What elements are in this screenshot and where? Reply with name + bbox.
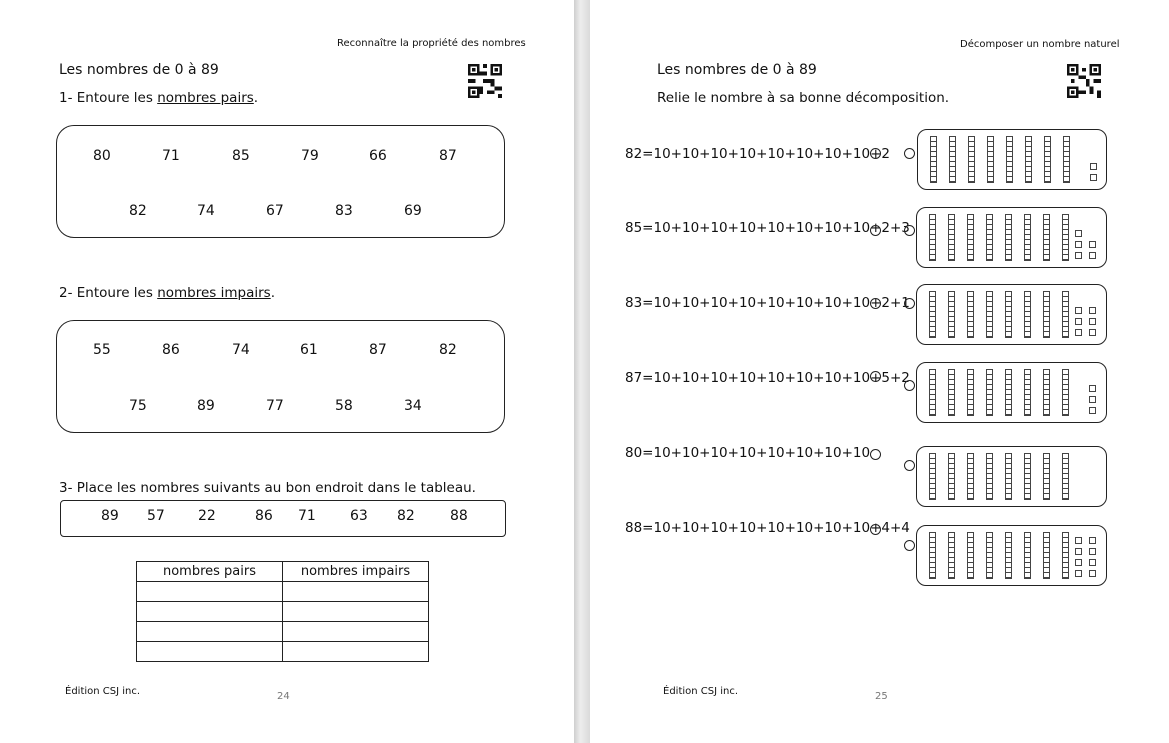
ten-rod — [1005, 453, 1012, 500]
q1-instruction: 1- Entoure les nombres pairs. — [59, 90, 259, 106]
base-ten-block-card[interactable] — [916, 525, 1107, 586]
table-header-even: nombres pairs — [137, 562, 283, 582]
ten-rod — [1062, 532, 1069, 579]
q2-number[interactable]: 89 — [197, 398, 215, 414]
ten-rod — [1006, 136, 1013, 183]
q2-number[interactable]: 87 — [369, 342, 387, 358]
equation: 82=10+10+10+10+10+10+10+10+2 — [625, 146, 890, 162]
one-cube — [1075, 537, 1082, 544]
connect-dot-right[interactable] — [904, 540, 915, 551]
q1-number[interactable]: 66 — [369, 148, 387, 164]
left-page — [0, 0, 574, 743]
ten-rod — [930, 136, 937, 183]
ten-rod — [986, 369, 993, 416]
q2-number[interactable]: 55 — [93, 342, 111, 358]
strip-number[interactable]: 82 — [397, 508, 415, 524]
connect-dot-left[interactable] — [870, 225, 881, 236]
left-page-number: 24 — [277, 691, 290, 702]
ten-rod — [1044, 136, 1051, 183]
right-page — [590, 0, 1169, 743]
ten-rod — [1043, 453, 1050, 500]
table-cell[interactable] — [283, 642, 429, 662]
q3-instruction: 3- Place les nombres suivants au bon endroit dans le tableau. — [59, 480, 476, 496]
equation: 80=10+10+10+10+10+10+10+10 — [625, 445, 871, 461]
connect-dot-right[interactable] — [904, 225, 915, 236]
ten-rod — [1024, 453, 1031, 500]
q1-number[interactable]: 79 — [301, 148, 319, 164]
strip-number[interactable]: 86 — [255, 508, 273, 524]
one-cube — [1089, 570, 1096, 577]
connect-dot-left[interactable] — [870, 449, 881, 460]
q2-number[interactable]: 75 — [129, 398, 147, 414]
number-strip — [60, 500, 506, 537]
strip-number[interactable]: 57 — [147, 508, 165, 524]
q1-number[interactable]: 67 — [266, 203, 284, 219]
q2-instruction: 2- Entoure les nombres impairs. — [59, 285, 275, 301]
page-gutter — [574, 0, 590, 743]
one-cube — [1090, 174, 1097, 181]
one-cube — [1089, 318, 1096, 325]
qr-code-icon — [1067, 64, 1101, 98]
ten-rod — [967, 214, 974, 261]
ten-rod — [986, 453, 993, 500]
ten-rod — [1043, 291, 1050, 338]
one-cube — [1075, 230, 1082, 237]
ten-rod — [1062, 214, 1069, 261]
connect-dot-right[interactable] — [904, 460, 915, 471]
one-cube — [1089, 241, 1096, 248]
one-cube — [1089, 548, 1096, 555]
one-cube — [1089, 407, 1096, 414]
ten-rod — [1024, 532, 1031, 579]
base-ten-block-card[interactable] — [916, 284, 1107, 345]
one-cube — [1090, 163, 1097, 170]
table-cell[interactable] — [137, 642, 283, 662]
ten-rod — [986, 214, 993, 261]
left-header: Reconnaître la propriété des nombres — [337, 38, 526, 49]
table-cell[interactable] — [283, 582, 429, 602]
table-cell[interactable] — [283, 622, 429, 642]
qr-code-icon — [468, 64, 502, 98]
q2-number[interactable]: 86 — [162, 342, 180, 358]
q2-number[interactable]: 34 — [404, 398, 422, 414]
ten-rod — [1043, 369, 1050, 416]
one-cube — [1089, 252, 1096, 259]
q1-number[interactable]: 83 — [335, 203, 353, 219]
q1-number[interactable]: 82 — [129, 203, 147, 219]
ten-rod — [948, 369, 955, 416]
connect-dot-right[interactable] — [904, 298, 915, 309]
right-page-number: 25 — [875, 691, 888, 702]
q1-number[interactable]: 85 — [232, 148, 250, 164]
ten-rod — [929, 532, 936, 579]
ten-rod — [929, 291, 936, 338]
right-instruction: Relie le nombre à sa bonne décomposition. — [657, 90, 950, 106]
strip-number[interactable]: 88 — [450, 508, 468, 524]
ten-rod — [929, 214, 936, 261]
table-cell[interactable] — [283, 602, 429, 622]
connect-dot-right[interactable] — [904, 148, 915, 159]
right-header: Décomposer un nombre naturel — [960, 39, 1120, 50]
right-title: Les nombres de 0 à 89 — [657, 62, 817, 78]
one-cube — [1089, 396, 1096, 403]
q1-number[interactable]: 80 — [93, 148, 111, 164]
ten-rod — [1024, 214, 1031, 261]
ten-rod — [1043, 532, 1050, 579]
ten-rod — [1062, 291, 1069, 338]
ten-rod — [967, 532, 974, 579]
ten-rod — [1062, 453, 1069, 500]
left-footer: Édition CSJ inc. — [65, 686, 141, 697]
one-cube — [1075, 252, 1082, 259]
ten-rod — [967, 291, 974, 338]
q2-number[interactable]: 77 — [266, 398, 284, 414]
ten-rod — [1005, 291, 1012, 338]
q1-number[interactable]: 87 — [439, 148, 457, 164]
base-ten-block-card[interactable] — [916, 362, 1107, 423]
q2-number[interactable]: 61 — [300, 342, 318, 358]
equation: 85=10+10+10+10+10+10+10+10+2+3 — [625, 220, 910, 236]
q2-number[interactable]: 74 — [232, 342, 250, 358]
one-cube — [1075, 307, 1082, 314]
q2-number[interactable]: 82 — [439, 342, 457, 358]
table-cell[interactable] — [137, 582, 283, 602]
table-header-odd: nombres impairs — [283, 562, 429, 582]
q2-number[interactable]: 58 — [335, 398, 353, 414]
q1-number[interactable]: 74 — [197, 203, 215, 219]
right-footer: Édition CSJ inc. — [663, 686, 739, 697]
ten-rod — [1005, 532, 1012, 579]
one-cube — [1075, 559, 1082, 566]
q1-number[interactable]: 71 — [162, 148, 180, 164]
ten-rod — [949, 136, 956, 183]
connect-dot-left[interactable] — [870, 371, 881, 382]
strip-number[interactable]: 71 — [298, 508, 316, 524]
one-cube — [1089, 385, 1096, 392]
ten-rod — [1062, 369, 1069, 416]
ten-rod — [987, 136, 994, 183]
table-row — [137, 642, 429, 662]
table-row — [137, 622, 429, 642]
equation: 87=10+10+10+10+10+10+10+10+5+2 — [625, 370, 910, 386]
table-row — [137, 582, 429, 602]
ten-rod — [929, 453, 936, 500]
base-ten-block-card[interactable] — [916, 446, 1107, 507]
one-cube — [1075, 570, 1082, 577]
ten-rod — [986, 532, 993, 579]
one-cube — [1089, 329, 1096, 336]
ten-rod — [1005, 214, 1012, 261]
q2-box — [56, 320, 505, 433]
table-cell[interactable] — [137, 622, 283, 642]
ten-rod — [948, 453, 955, 500]
connect-dot-right[interactable] — [904, 380, 915, 391]
sorting-table — [136, 561, 429, 662]
table-row — [137, 602, 429, 622]
connect-dot-left[interactable] — [870, 524, 881, 535]
ten-rod — [967, 369, 974, 416]
ten-rod — [948, 214, 955, 261]
ten-rod — [1024, 291, 1031, 338]
table-cell[interactable] — [137, 602, 283, 622]
q1-box — [56, 125, 505, 238]
one-cube — [1089, 537, 1096, 544]
ten-rod — [1024, 369, 1031, 416]
one-cube — [1075, 241, 1082, 248]
ten-rod — [1025, 136, 1032, 183]
ten-rod — [986, 291, 993, 338]
one-cube — [1089, 559, 1096, 566]
strip-number[interactable]: 89 — [101, 508, 119, 524]
connect-dot-left[interactable] — [870, 148, 881, 159]
base-ten-block-card[interactable] — [917, 129, 1107, 190]
q1-number[interactable]: 69 — [404, 203, 422, 219]
base-ten-block-card[interactable] — [916, 207, 1107, 268]
left-title: Les nombres de 0 à 89 — [59, 62, 219, 78]
ten-rod — [948, 291, 955, 338]
equation: 83=10+10+10+10+10+10+10+10+2+1 — [625, 295, 910, 311]
ten-rod — [929, 369, 936, 416]
strip-number[interactable]: 63 — [350, 508, 368, 524]
one-cube — [1075, 318, 1082, 325]
equation: 88=10+10+10+10+10+10+10+10+4+4 — [625, 520, 910, 536]
ten-rod — [968, 136, 975, 183]
strip-number[interactable]: 22 — [198, 508, 216, 524]
ten-rod — [967, 453, 974, 500]
connect-dot-left[interactable] — [870, 298, 881, 309]
ten-rod — [948, 532, 955, 579]
one-cube — [1089, 307, 1096, 314]
one-cube — [1075, 548, 1082, 555]
one-cube — [1075, 329, 1082, 336]
ten-rod — [1063, 136, 1070, 183]
ten-rod — [1005, 369, 1012, 416]
ten-rod — [1043, 214, 1050, 261]
